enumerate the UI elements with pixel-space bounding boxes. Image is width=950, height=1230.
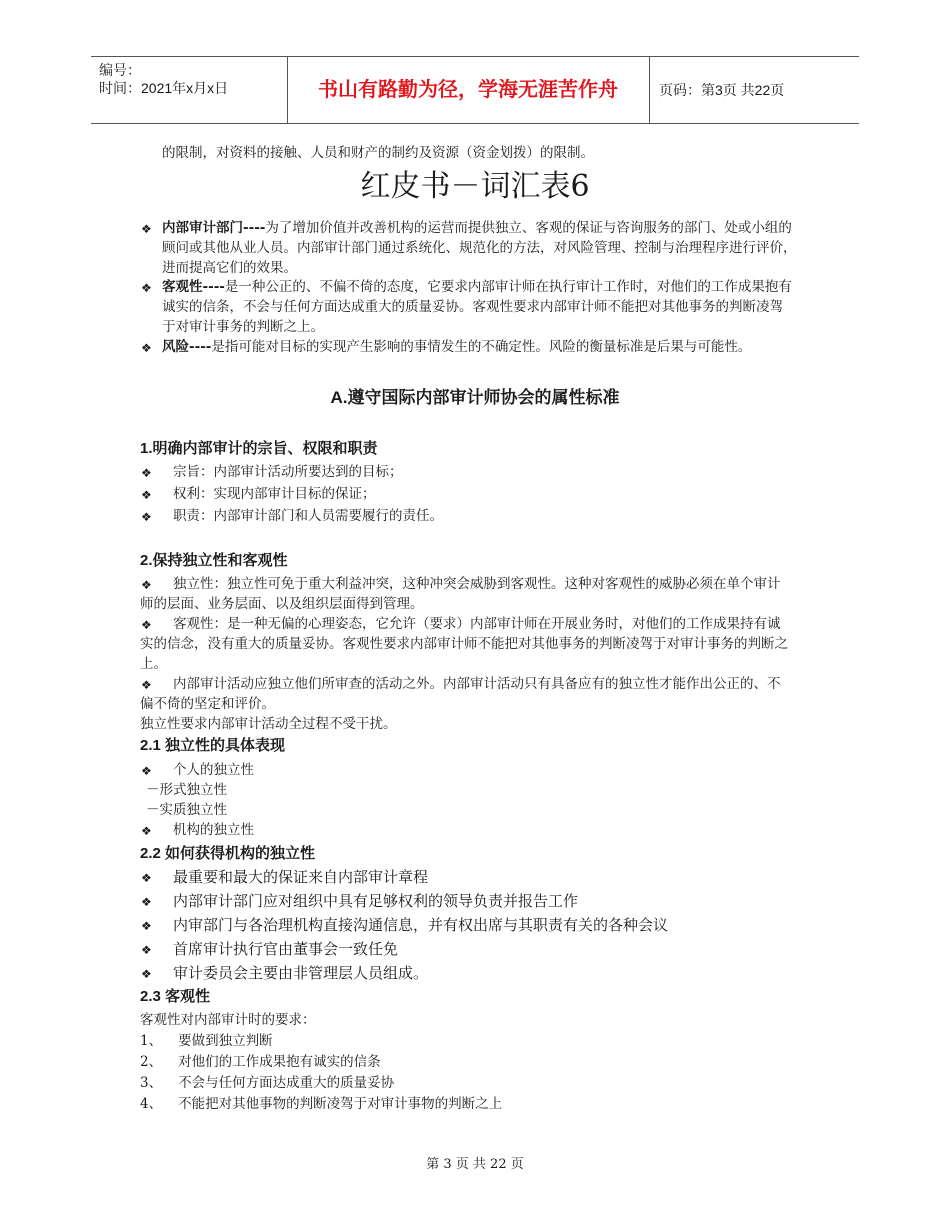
diamond-bullet-icon: ❖: [141, 510, 152, 524]
diamond-bullet-icon: ❖: [141, 618, 152, 632]
paragraph-line: 客观性对内部审计时的要求：: [140, 1012, 316, 1028]
diamond-bullet-icon: ❖: [141, 967, 152, 981]
paragraph-line: 偏不倚的坚定和评价。: [140, 696, 275, 712]
glossary-entry: [162, 277, 792, 297]
glossary-entry: [162, 218, 792, 238]
paragraph-line: 师的层面、业务层面、以及组织层面得到管理。: [140, 596, 424, 612]
paragraph-line: 独立性：独立性可免于重大利益冲突，这种冲突会威胁到客观性。这种对客观性的威胁必须在单个审计: [173, 576, 781, 592]
diamond-bullet-icon: ❖: [141, 222, 152, 236]
numbered-item: [140, 1031, 273, 1051]
section-1-title: 1.明确内部审计的宗旨、权限和职责: [140, 440, 378, 457]
section-2-3-title: 2.3 客观性: [140, 988, 211, 1005]
diamond-bullet-icon: ❖: [141, 919, 152, 933]
diamond-bullet-icon: ❖: [141, 824, 152, 838]
list-item: 内审部门与各治理机构直接沟通信息，并有权出席与其职责有关的各种会议: [173, 916, 669, 934]
diamond-bullet-icon: ❖: [141, 341, 152, 355]
paragraph-line: 上。: [140, 656, 167, 672]
intro-line: 的限制，对资料的接触、人员和财产的制约及资源（资金划拨）的限制。: [162, 145, 594, 161]
glossary-term: 风险----: [162, 339, 212, 355]
paragraph-line: 客观性：是一种无偏的心理姿态，它允许（要求）内部审计师在开展业务时，对他们的工作成果持有诚: [173, 616, 781, 632]
paragraph-line: 内部审计活动应独立他们所审查的活动之外。内部审计活动只有具备应有的独立性才能作出公正的、不: [173, 676, 781, 692]
numbered-item: [140, 1094, 502, 1114]
page-title: 红皮书－词汇表6: [360, 169, 590, 204]
diamond-bullet-icon: ❖: [141, 466, 152, 480]
item-text: 不会与任何方面达成重大的质量妥协: [178, 1075, 395, 1091]
paragraph-line: 独立性要求内部审计活动全过程不受干扰。: [140, 716, 397, 732]
glossary-entry: [162, 337, 751, 357]
list-item: 机构的独立性: [173, 822, 254, 838]
list-item: 职责：内部审计部门和人员需要履行的责任。: [173, 508, 443, 524]
diamond-bullet-icon: ❖: [141, 871, 152, 885]
diamond-bullet-icon: ❖: [141, 281, 152, 295]
glossary-text: 于对审计事务的判断之上。: [162, 319, 324, 335]
header-divider: [649, 57, 650, 123]
list-subitem: －形式独立性: [146, 782, 227, 798]
item-number: 3、: [140, 1075, 163, 1091]
item-number: 2、: [140, 1054, 163, 1070]
header-motto: 书山有路勤为径，学海无涯苦作舟: [318, 79, 618, 101]
item-number: 1、: [140, 1033, 163, 1049]
diamond-bullet-icon: ❖: [141, 488, 152, 502]
glossary-text: 诚实的信条，不会与任何方面达成重大的质量妥协。客观性要求内部审计师不能把对其他事务的判断凌驾: [162, 299, 783, 315]
page-footer: 第 3 页 共 22 页: [426, 1157, 524, 1172]
list-item: 首席审计执行官由董事会一致任免: [173, 940, 399, 958]
glossary-term: 客观性----: [162, 279, 225, 295]
diamond-bullet-icon: ❖: [141, 764, 152, 778]
item-text: 对他们的工作成果抱有诚实的信条: [178, 1054, 381, 1070]
section-2-title: 2.保持独立性和客观性: [140, 552, 288, 569]
diamond-bullet-icon: ❖: [141, 578, 152, 592]
diamond-bullet-icon: ❖: [141, 678, 152, 692]
header-meta: [99, 61, 289, 97]
paragraph-line: 实的信念，没有重大的质量妥协。客观性要求内部审计师不能把对其他事务的判断凌驾于对审计事务的判断之: [140, 636, 788, 652]
glossary-text: 是指可能对目标的实现产生影响的事情发生的不确定性。风险的衡量标准是后果与可能性。: [211, 339, 752, 355]
list-item: 宗旨：内部审计活动所要达到的目标；: [173, 464, 403, 480]
glossary-text: 是一种公正的、不偏不倚的态度，它要求内部审计师在执行审计工作时，对他们的工作成果抱有: [224, 279, 792, 295]
time-label: 时间：2021年x月x日: [99, 80, 229, 96]
list-item: 审计委员会主要由非管理层人员组成。: [173, 964, 429, 982]
diamond-bullet-icon: ❖: [141, 895, 152, 909]
number-label: 编号：: [99, 62, 141, 78]
list-item: 内部审计部门应对组织中具有足够权利的领导负责并报告工作: [173, 892, 579, 910]
section-2-2-title: 2.2 如何获得机构的独立性: [140, 845, 316, 862]
diamond-bullet-icon: ❖: [141, 943, 152, 957]
item-number: 4、: [140, 1096, 163, 1112]
list-item: 最重要和最大的保证来自内部审计章程: [173, 868, 429, 886]
glossary-text: 进而提高它们的效果。: [162, 260, 297, 276]
glossary-text: 为了增加价值并改善机构的运营而提供独立、客观的保证与咨询服务的部门、处或小组的: [265, 220, 792, 236]
numbered-item: [140, 1052, 381, 1072]
numbered-item: [140, 1073, 394, 1093]
section-2-1-title: 2.1 独立性的具体表现: [140, 737, 286, 754]
glossary-term: 内部审计部门----: [162, 220, 266, 236]
list-item: 权利：实现内部审计目标的保证；: [173, 486, 376, 502]
item-text: 不能把对其他事物的判断凌驾于对审计事物的判断之上: [178, 1096, 503, 1112]
glossary-text: 顾问或其他从业人员。内部审计部门通过系统化、规范化的方法，对风险管理、控制与治理程序进行评价，: [162, 240, 797, 256]
section-a-title: A.遵守国际内部审计师协会的属性标准: [330, 388, 620, 407]
page-header: [91, 56, 859, 124]
list-subitem: －实质独立性: [146, 802, 227, 818]
list-item: 个人的独立性: [173, 762, 254, 778]
header-page-info: 页码：第3页 共22页: [659, 82, 785, 98]
item-text: 要做到独立判断: [178, 1033, 273, 1049]
